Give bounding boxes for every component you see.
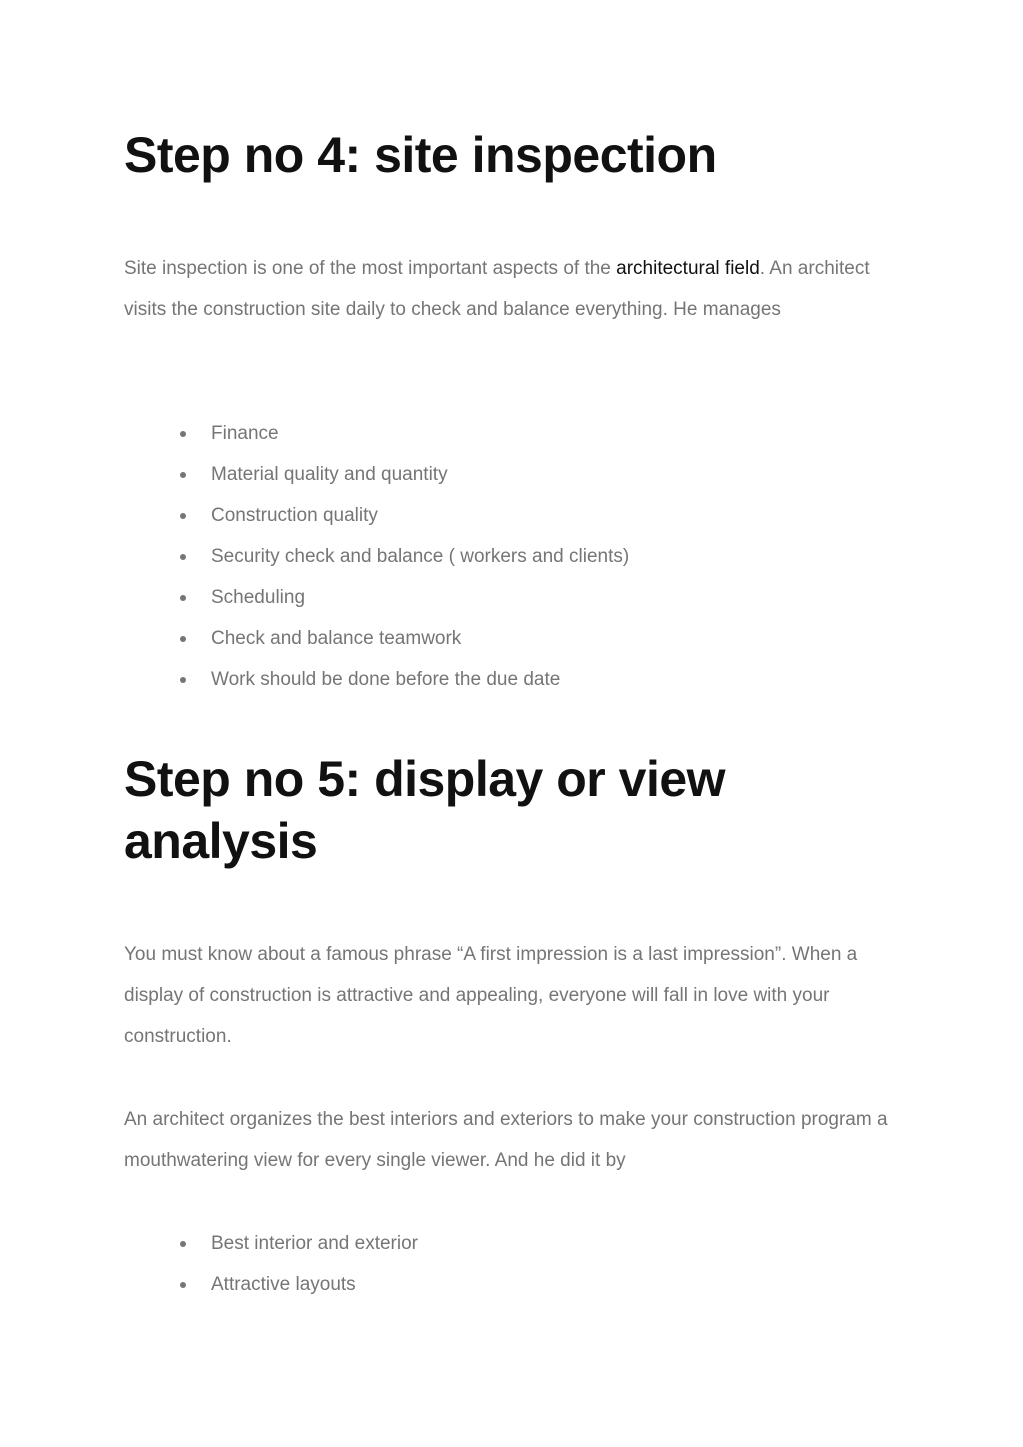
- list-item-label: Best interior and exterior: [211, 1233, 418, 1254]
- list-item-label: Check and balance teamwork: [211, 628, 462, 649]
- list-item: [180, 1223, 880, 1264]
- list-item-label: Security check and balance ( workers and clients): [211, 546, 630, 567]
- paragraph-text-after-link: . An architect visits the construction site daily to check and balance everything. He manages: [124, 258, 870, 320]
- section-4-list: [180, 413, 880, 700]
- section-5-list: [180, 1223, 880, 1305]
- section-4-paragraph: [124, 248, 884, 330]
- bullet-icon: [180, 1241, 186, 1247]
- list-item-label: Work should be done before the due date: [211, 669, 561, 690]
- bullet-icon: [180, 677, 186, 683]
- list-item-label: Construction quality: [211, 505, 378, 526]
- list-item: [180, 618, 880, 659]
- list-item: [180, 577, 880, 618]
- list-item-label: Finance: [211, 423, 279, 444]
- section-5-heading: Step no 5: display or view analysis: [124, 751, 726, 869]
- list-item: [180, 659, 880, 700]
- bullet-icon: [180, 472, 186, 478]
- list-item-label: Scheduling: [211, 587, 306, 608]
- list-item: [180, 454, 880, 495]
- section-5-paragraph-1: You must know about a famous phrase “A first impression is a last impression”. When a display of construction is attractive and appealing, everyone will fall in love with your construction.: [124, 944, 858, 1047]
- list-item-label: Material quality and quantity: [211, 464, 448, 485]
- list-item: [180, 536, 880, 577]
- bullet-icon: [180, 595, 186, 601]
- section-5-paragraph-2: An architect organizes the best interiors and exteriors to make your construction program a mouthwatering view for every single viewer. And he did it by: [124, 1109, 888, 1171]
- section-4-heading: Step no 4: site inspection: [124, 127, 717, 183]
- bullet-icon: [180, 1282, 186, 1288]
- bullet-icon: [180, 431, 186, 437]
- paragraph-text-before-link: Site inspection is one of the most important aspects of the: [124, 258, 617, 279]
- list-item: [180, 1264, 880, 1305]
- list-item-label: Attractive layouts: [211, 1274, 356, 1295]
- bullet-icon: [180, 636, 186, 642]
- bullet-icon: [180, 513, 186, 519]
- bullet-icon: [180, 554, 186, 560]
- list-item: [180, 495, 880, 536]
- list-item: [180, 413, 880, 454]
- architectural-field-link[interactable]: architectural field: [616, 258, 760, 279]
